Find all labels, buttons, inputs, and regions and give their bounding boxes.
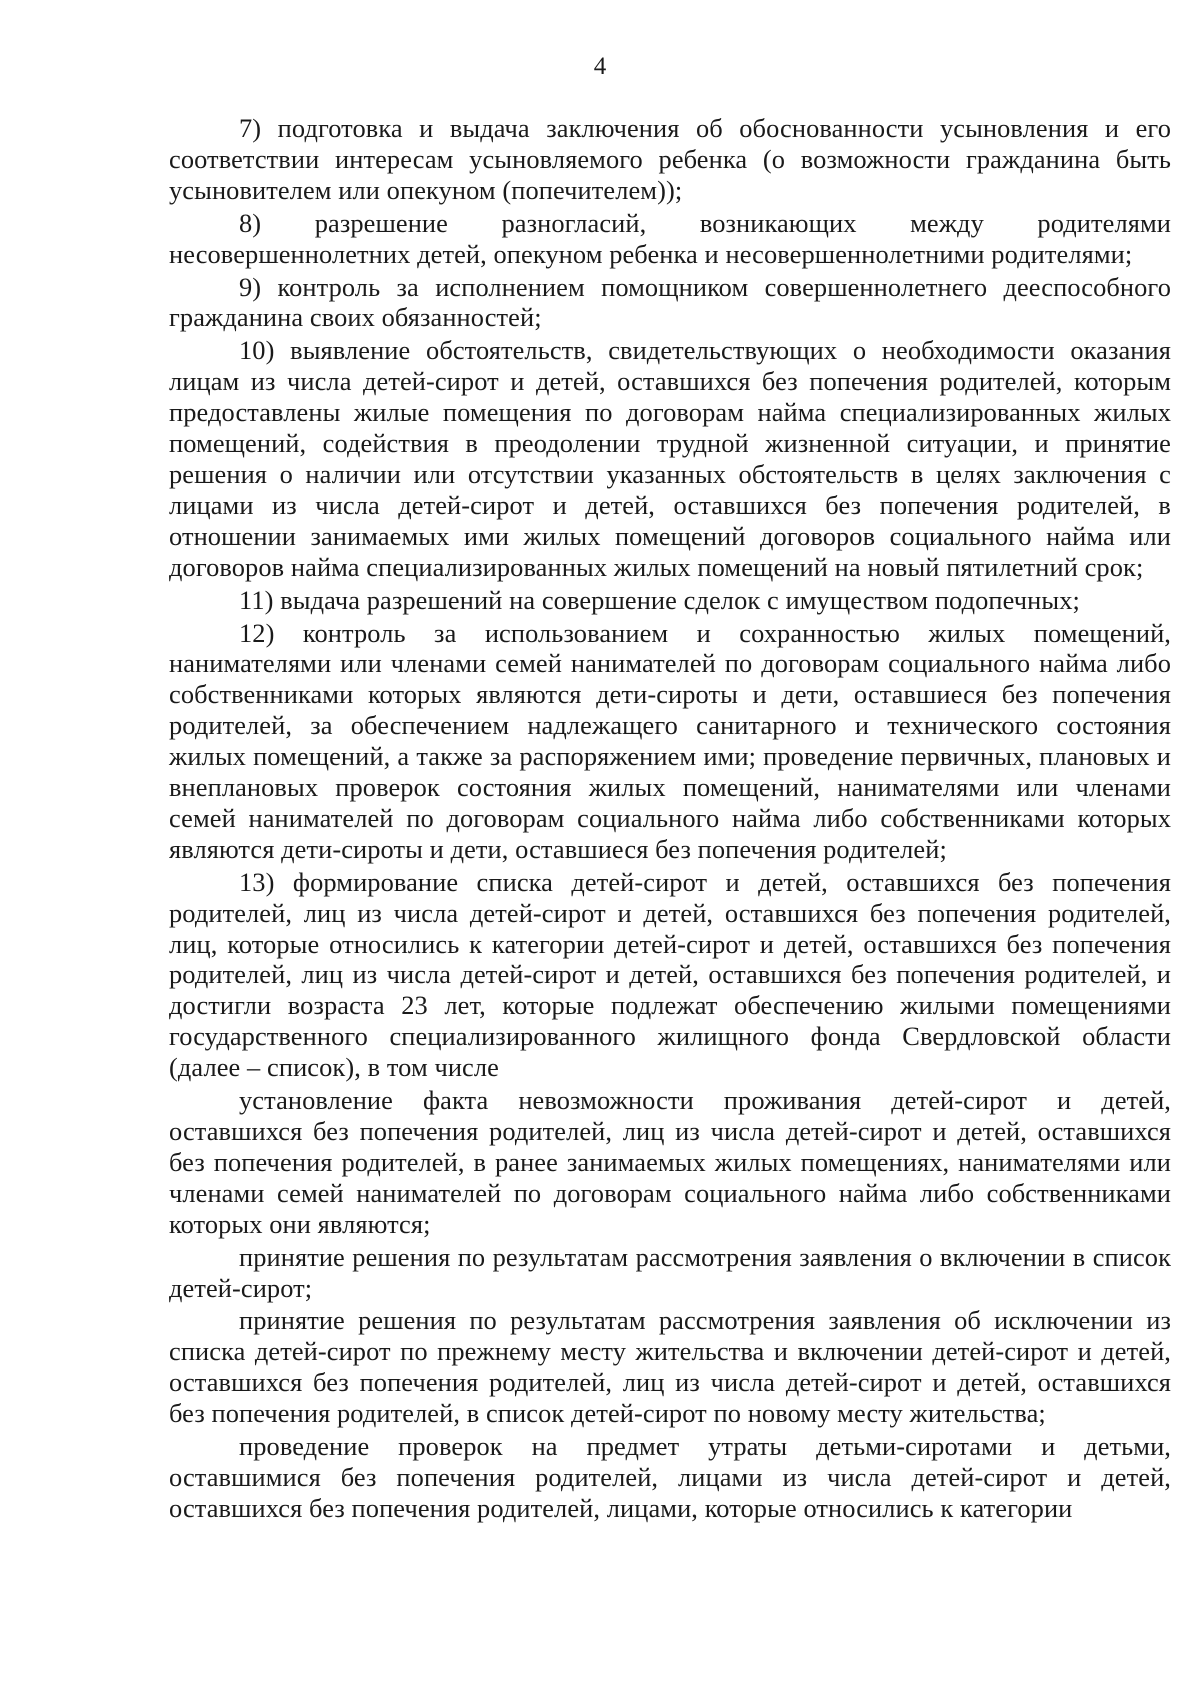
paragraph-item-7: 7) подготовка и выдача заключения об обоснованности усыновления и его соответствии интересам усыновляемого ребенка (о возможности гражданина быть усыновителем или опекуном (попечителем));	[169, 113, 1171, 205]
paragraph-subitem-inspections: проведение проверок на предмет утраты детьми-сиротами и детьми, оставшимися без попечения родителей, лицами из числа детей-сирот и детей, оставшихся без попечения родителей, лицами, которые относились к категории	[169, 1431, 1171, 1523]
document-body	[169, 113, 1171, 1524]
paragraph-item-10: 10) выявление обстоятельств, свидетельствующих о необходимости оказания лицам из числа детей-сирот и детей, оставшихся без попечения родителей, которым предоставлены жилые помещения по договорам найма специализированных жилых помещений, содействия в преодолении трудной жизненной ситуации, и принятие решения о наличии или отсутствии указанных обстоятельств в целях заключения с лицами из числа детей-сирот и детей, оставшихся без попечения родителей, в отношении занимаемых ими жилых помещений договоров социального найма или договоров найма специализированных жилых помещений на новый пятилетний срок;	[169, 335, 1171, 582]
paragraph-subitem-inclusion-decision: принятие решения по результатам рассмотрения заявления о включении в список детей-сирот;	[169, 1241, 1171, 1303]
paragraph-item-11: 11) выдача разрешений на совершение сделок с имуществом подопечных;	[239, 584, 1080, 615]
paragraph-subitem-fact-establishment: установление факта невозможности проживания детей-сирот и детей, оставшихся без попечения родителей, лиц из числа детей-сирот и детей, оставшихся без попечения родителей, в ранее занимаемых жилых помещениях, нанимателями или членами семей нанимателей по договорам социального найма либо собственниками которых они являются;	[169, 1085, 1171, 1239]
paragraph-subitem-exclusion-decision: принятие решения по результатам рассмотрения заявления об исключении из списка детей-сирот по прежнему месту жительства и включении детей-сирот и детей, оставшихся без попечения родителей, лиц из числа детей-сирот и детей, оставшихся без попечения родителей, в список детей-сирот по новому месту жительства;	[169, 1305, 1171, 1429]
paragraph-item-13: 13) формирование списка детей-сирот и детей, оставшихся без попечения родителей, лиц из числа детей-сирот и детей, оставшихся без попечения родителей, лиц, которые относились к категории детей-сирот и детей, оставшихся без попечения родителей, лиц из числа детей-сирот и детей, оставшихся без попечения родителей, и достигли возраста 23 лет, которые подлежат обеспечению жилыми помещениями государственного специализированного жилищного фонда Свердловской области (далее – список), в том числе	[169, 866, 1171, 1083]
paragraph-item-12: 12) контроль за использованием и сохранностью жилых помещений, нанимателями или членами семей нанимателей по договорам социального найма либо собственниками которых являются дети-сироты и дети, оставшиеся без попечения родителей, за обеспечением надлежащего санитарного и технического состояния жилых помещений, а также за распоряжением ими; проведение первичных, плановых и внеплановых проверок состояния жилых помещений, нанимателями или членами семей нанимателей по договорам социального найма либо собственниками которых являются дети-сироты и дети, оставшиеся без попечения родителей;	[169, 617, 1171, 864]
paragraph-item-9: 9) контроль за исполнением помощником совершеннолетнего дееспособного гражданина своих обязанностей;	[169, 271, 1171, 333]
paragraph-item-8: 8) разрешение разногласий, возникающих между родителями несовершеннолетних детей, опекуном ребенка и несовершеннолетними родителями;	[169, 207, 1171, 269]
page-number: 4	[593, 53, 607, 80]
